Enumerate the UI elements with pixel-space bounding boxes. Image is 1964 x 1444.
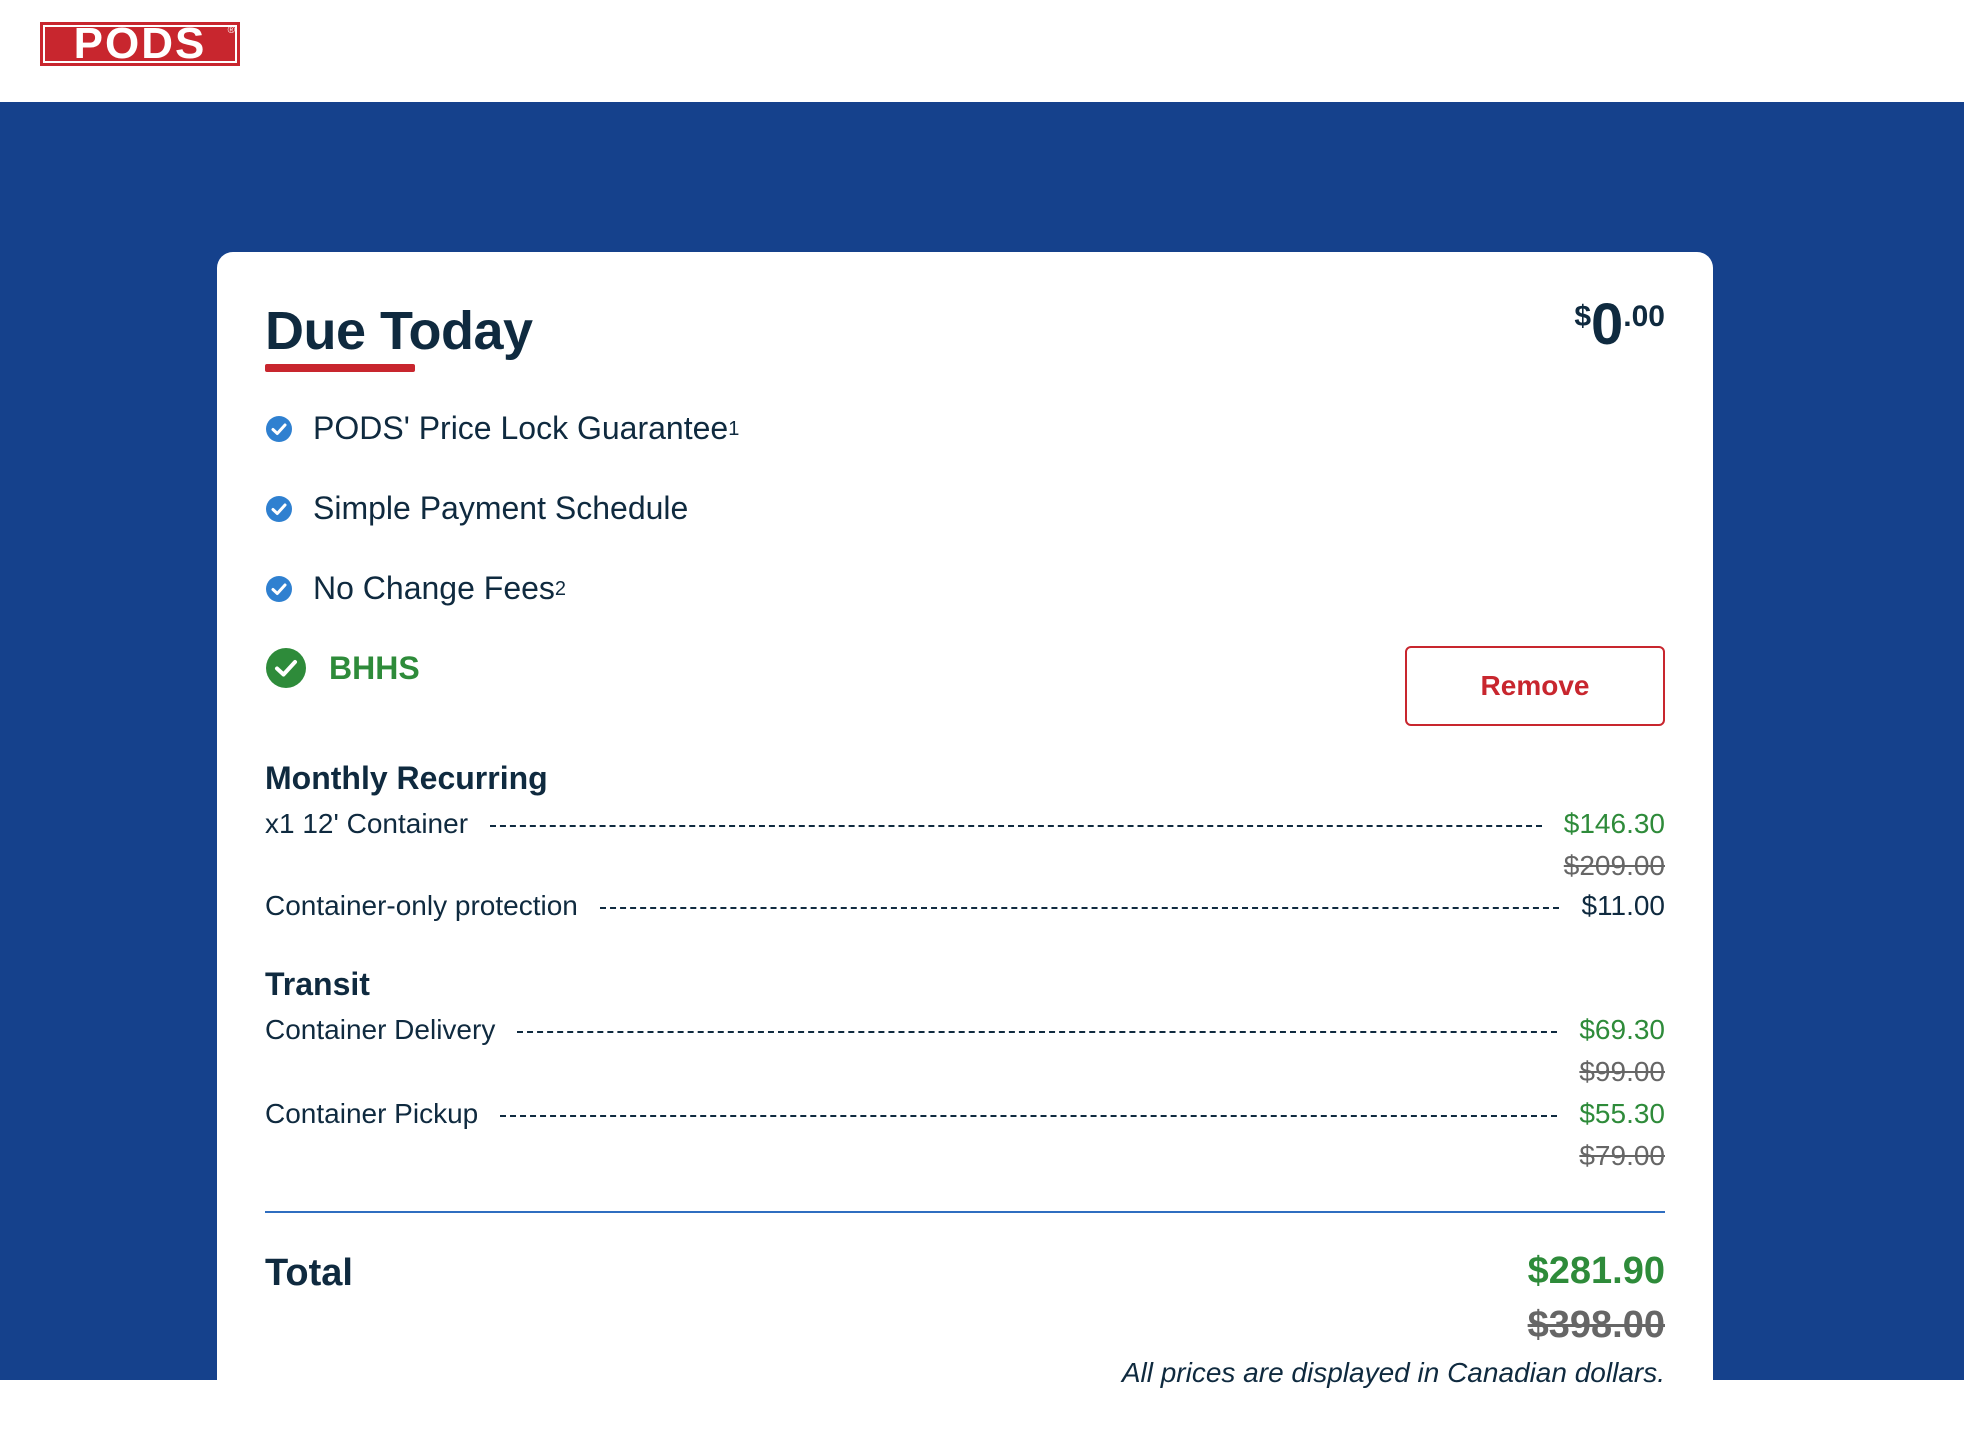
page-background [0, 102, 1964, 1388]
check-circle-icon [265, 495, 293, 523]
total-divider [265, 1211, 1665, 1213]
check-circle-icon [265, 415, 293, 443]
line-item-old-price: $209.00 [1563, 850, 1665, 881]
currency-note: All prices are displayed in Canadian dollars. [1121, 1357, 1665, 1388]
line-item-label: Container Pickup [265, 1098, 479, 1129]
line-item-delivery [265, 1014, 1665, 1046]
leader-dots [490, 825, 1542, 827]
order-summary-card [217, 252, 1713, 1444]
currency-symbol: $ [1574, 300, 1592, 333]
benefit-price-lock: PODS' Price Lock Guarantee 1 [265, 410, 739, 447]
check-circle-icon [265, 575, 293, 603]
monthly-recurring-title: Monthly Recurring [265, 760, 548, 796]
total-label: Total [265, 1252, 353, 1294]
site-header [0, 0, 1964, 102]
promo-code: BHHS [329, 649, 420, 686]
benefit-no-change-fees: No Change Fees 2 [265, 570, 566, 607]
line-item-price: $11.00 [1581, 890, 1665, 921]
title-underline [265, 364, 415, 372]
benefit-label: No Change Fees [313, 570, 555, 606]
line-item-label: x1 12' Container [265, 808, 469, 839]
leader-dots [600, 907, 1560, 909]
line-item-label: Container Delivery [265, 1014, 496, 1045]
amount-whole: 0 [1591, 292, 1624, 357]
line-item-container [265, 808, 1665, 840]
total-price: $281.90 [1527, 1250, 1665, 1292]
amount-cents: .00 [1623, 300, 1665, 333]
registered-mark: ® [227, 25, 235, 36]
total-old-price: $398.00 [1527, 1304, 1665, 1346]
line-item-price: $55.30 [1579, 1098, 1665, 1129]
leader-dots [500, 1115, 1557, 1117]
benefit-label: PODS' Price Lock Guarantee [313, 410, 729, 446]
transit-title: Transit [265, 966, 370, 1002]
line-item-old-price: $79.00 [1579, 1140, 1665, 1171]
line-item-old-price: $99.00 [1579, 1056, 1665, 1087]
leader-dots [517, 1031, 1557, 1033]
remove-promo-button[interactable]: Remove [1405, 646, 1665, 726]
check-circle-icon [265, 647, 307, 689]
line-item-pickup [265, 1098, 1665, 1130]
benefit-payment-schedule [265, 490, 688, 527]
applied-promo [265, 647, 420, 689]
due-today-amount [1574, 292, 1665, 357]
benefit-label: Simple Payment Schedule [313, 490, 689, 526]
line-item-price: $69.30 [1579, 1014, 1665, 1045]
due-today-title: Due Today [265, 301, 533, 361]
pods-logo[interactable] [40, 19, 240, 68]
line-item-price: $146.30 [1563, 808, 1665, 839]
line-item-protection [265, 890, 1665, 922]
line-item-label: Container-only protection [265, 890, 578, 921]
logo-wordmark: PODS [43, 25, 237, 63]
